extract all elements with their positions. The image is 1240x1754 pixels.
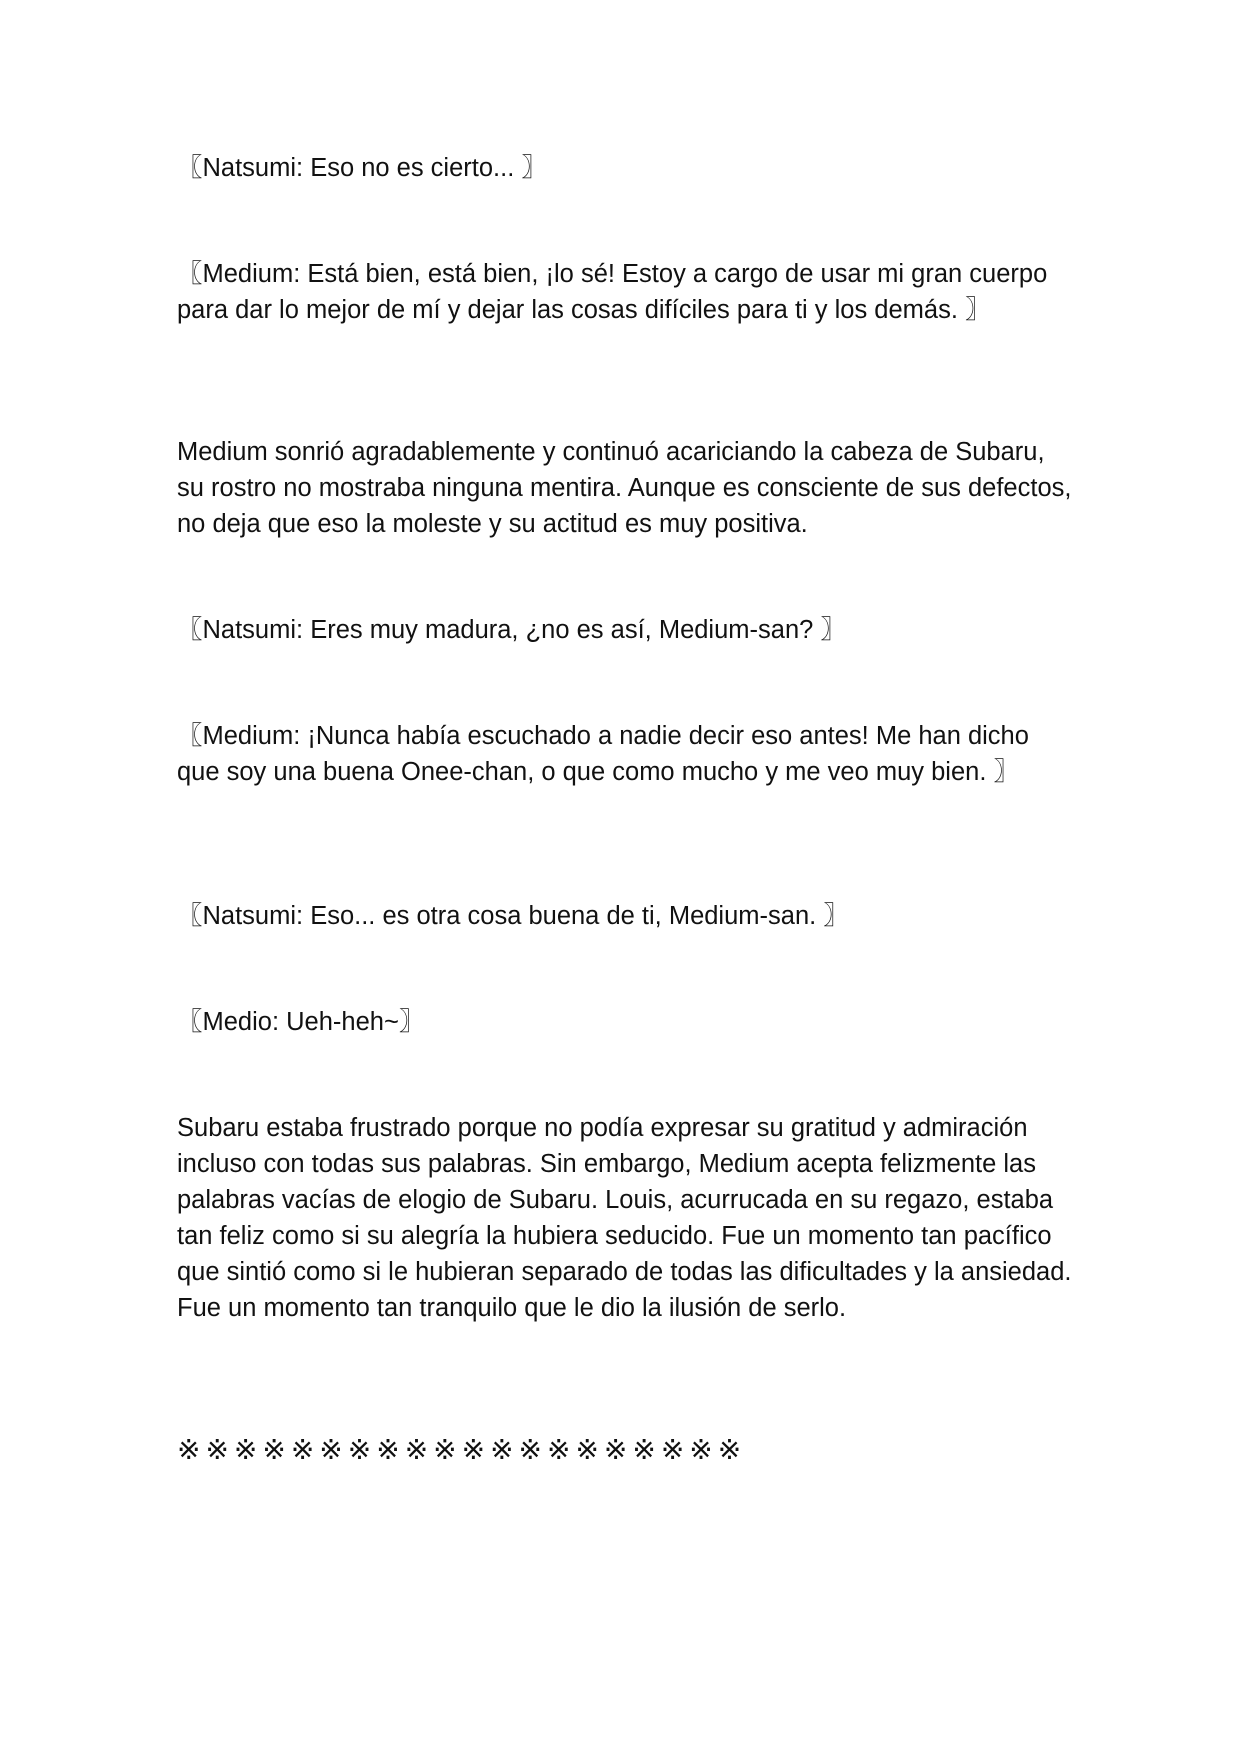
dialogue-natsumi-3: 〖Natsumi: Eso... es otra cosa buena de ti, Medium-san. 〗 [177,902,849,930]
dialogue-medium-2: 〖Medium: ¡Nunca había escuchado a nadie decir eso antes! Me han dicho que soy una buena Onee-chan, o que como mucho y me veo muy bien. 〗 [177,722,1029,786]
dialogue-medio: 〖Medio: Ueh-heh~〗 [177,1008,425,1036]
narration-paragraph-2: Subaru estaba frustrado porque no podía expresar su gratitud y admiración incluso con todas sus palabras. Sin embargo, Medium acepta felizmente las palabras vacías de elogio de Subaru. Louis, acurrucada en su regazo, estaba tan feliz como si su alegría la hubiera seducido. Fue un momento tan pacífico que sintió como si le hubieran separado de todas las dificultades y la ansiedad. Fue un momento tan tranquilo que le dio la ilusión de serlo. [177,1114,1072,1322]
section-separator: ※※※※※※※※※※※※※※※※※※※※ [177,1433,747,1466]
dialogue-natsumi-2: 〖Natsumi: Eres muy madura, ¿no es así, Medium-san? 〗 [177,616,846,644]
dialogue-natsumi-1: 〖Natsumi: Eso no es cierto... 〗 [177,154,547,182]
dialogue-medium-1: 〖Medium: Está bien, está bien, ¡lo sé! Estoy a cargo de usar mi gran cuerpo para dar lo mejor de mí y dejar las cosas difíciles para ti y los demás. 〗 [177,260,1048,324]
narration-paragraph-1: Medium sonrió agradablemente y continuó acariciando la cabeza de Subaru, su rostro no mostraba ninguna mentira. Aunque es consciente de sus defectos, no deja que eso la moleste y su actitud es muy positiva. [177,438,1072,538]
